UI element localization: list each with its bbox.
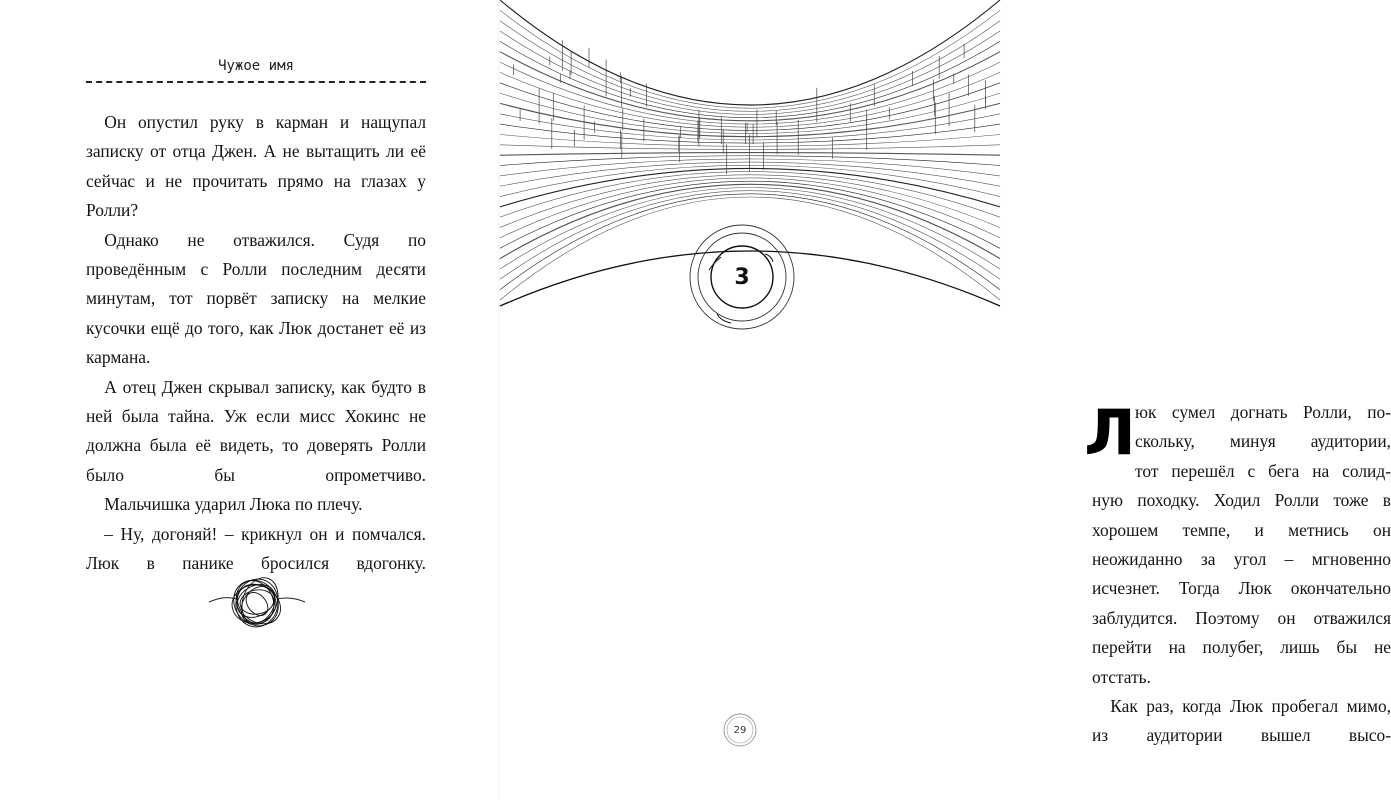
right-body-text [1084,396,1391,751]
left-page [0,0,500,800]
paragraph: А отец Джен скрывал записку, как будто в ней была тайна. Уж если мисс Хокинс не должна была её видеть, то доверять Ролли было бы опрометчиво. [86,376,426,485]
chapter-number: 3 [734,264,750,290]
running-head: Чужое имя [218,58,294,74]
paragraph: Однако не отважился. Судя по проведённым с Ролли последним десяти минутам, тот порвёт записку на мелкие кусочки ещё до того, как Люк достанет её из кармана. [86,229,426,368]
paragraph: Как раз, когда Люк пробегал мимо, из аудитории вышел высо- [1092,696,1391,746]
text-line: скольку, минуя аудитории, [1135,431,1391,452]
text-line: тот перешёл с бега на солид- [1135,460,1391,481]
header-rule [86,81,426,83]
scribble-ornament-icon [207,568,307,638]
paragraph: ную походку. Ходил Ролли тоже в хорошем темпе, и метнись он неожиданно за угол – мгновенно исчезнет. Тогда Люк окончательно заблудится. Поэтому он отважился перейти на полубег, лишь бы не отстать. [1092,490,1391,687]
right-page [500,0,1391,800]
drop-cap [1084,396,1136,469]
svg-text:Л: Л [1084,396,1136,469]
paragraph: Он опустил руку в карман и нащупал записку от отца Джен. А не вытащить ли её сейчас и не прочитать прямо на глазах у Ролли? [86,112,426,221]
first-paragraph [1084,396,1391,486]
paragraph: – Ну, догоняй! – крикнул он и помчался. Люк в панике бросился вдогонку. [86,523,426,574]
paragraph: Мальчишка ударил Люка по плечу. [104,494,363,515]
left-body-text [86,108,426,579]
text-line: юк сумел догнать Ролли, по- [1135,402,1391,422]
page-number: 29 [733,724,747,736]
